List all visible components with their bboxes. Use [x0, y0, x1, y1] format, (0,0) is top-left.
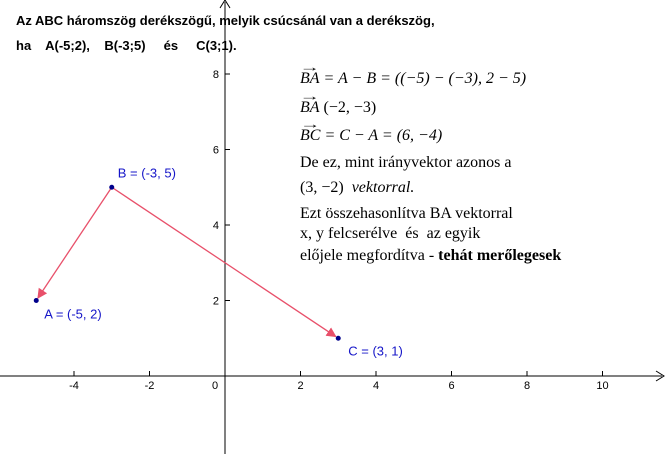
problem-line-1: Az ABC háromszög derékszögű, melyik csúcsánál van a derékszög,: [16, 13, 435, 28]
point-a-label: A = (-5, 2): [44, 306, 102, 322]
x-tick-label: 2: [297, 380, 304, 392]
explanation-line-3-text: = C − A = (6, −4): [320, 127, 443, 144]
explanation-line-6: Ezt összehasonlítva BA vektorral: [300, 205, 513, 222]
direction-vector: (3, −2): [300, 179, 352, 196]
vector-ba-symbol: → BA: [300, 99, 320, 117]
point-a: [34, 298, 39, 303]
x-tick-label: 4: [372, 380, 380, 392]
point-b-label: B = (-3, 5): [117, 165, 176, 181]
y-tick-label: 4: [212, 220, 219, 232]
explanation-line-4: De ez, mint irányvektor azonos a: [300, 154, 512, 171]
explanation-line-5: [300, 179, 414, 197]
point-c-label: C = (3, 1): [348, 343, 403, 359]
vector-ba-symbol: → BA: [300, 70, 320, 88]
explanation-line-2: [300, 99, 376, 117]
explanation-line-1-text: = A − B = ((−5) − (−3), 2 − 5): [319, 70, 527, 87]
explanation-line-8: [300, 247, 561, 265]
x-tick-label: 0: [211, 380, 219, 392]
explanation-line-1: [300, 70, 526, 88]
y-tick-label: 6: [212, 144, 219, 157]
vector-bc-symbol: → BC: [300, 127, 320, 145]
x-tick-label: -4: [69, 380, 79, 392]
vector-ba: [38, 187, 112, 298]
conclusion-text: tehát merőlegesek: [438, 247, 562, 264]
explanation-line-5-text: vektorral.: [351, 179, 415, 196]
point-c: [336, 336, 341, 341]
x-tick-label: 6: [448, 380, 455, 392]
x-tick-label: -2: [144, 380, 155, 392]
x-tick-label: 8: [523, 380, 531, 392]
point-b: [109, 185, 114, 190]
explanation-line-8-text: előjele megfordítva -: [300, 247, 439, 264]
y-tick-label: 2: [212, 295, 219, 308]
explanation-line-2-text: (−2, −3): [319, 99, 377, 116]
explanation-line-7: x, y felcserélve és az egyik: [300, 225, 481, 242]
x-tick-label: 10: [596, 380, 609, 392]
explanation-line-3: [300, 127, 442, 145]
problem-line-2: ha A(-5;2), B(-3;5) és C(3;1).: [16, 38, 237, 53]
y-tick-label: 8: [212, 69, 219, 81]
